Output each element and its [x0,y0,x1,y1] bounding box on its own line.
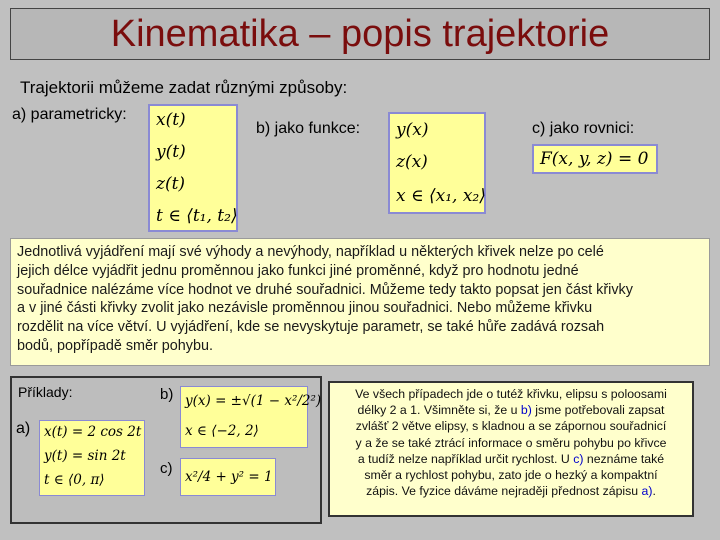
formula-line: x(t) = 2 cos 2t [44,424,142,440]
note-text: jsme potřebovali zapsat [531,403,665,418]
note-line: Ve všech případech jde o tutéž křivku, elipsu s poloosami [355,387,667,401]
paragraph-line: Jednotlivá vyjádření mají své výhody a nevýhody, například u některých křivek nelze po celé [17,244,604,260]
formula-line: y(x) [396,120,429,140]
example-c-formula-box [180,458,276,496]
paragraph-line: bodů, popřípadě směr pohybu. [17,337,214,354]
note-ref-b: b) [520,403,532,418]
method-c-label: c) jako rovnici: [532,120,635,137]
note-line [338,483,684,499]
note-line [338,451,684,467]
paragraph-line: souřadnice nalézáme více hodnot ve druhé souřadnici. Můžeme tedy takto popsat jen část křivky [17,281,633,298]
parametric-formula-box [148,104,238,232]
explanation-paragraph [10,238,710,366]
formula-line: x²/4 + y² = 1 [185,469,273,485]
examples-panel [10,376,322,524]
note-text: . [652,484,656,499]
example-a-label: a) [16,420,31,437]
title-banner [10,8,710,60]
paragraph-line: rozdělit na více větví. U vyjádření, kde se nevyskytuje parametr, se také hůře zadává rozsah [17,319,605,336]
note-text: zápis. Ve fyzice dáváme nejraději přednost zápisu [366,484,642,499]
note-line: y a že se také ztrácí informace o směru pohybu po křivce [355,435,667,450]
examples-label: Příklady: [18,384,73,400]
note-text: neznáme také [583,451,665,466]
example-c-label: c) [160,460,173,477]
note-text: délky 2 a 1. Všimněte si, že u [357,403,521,418]
formula-line: t ∈ ⟨t₁, t₂⟩ [156,206,238,226]
paragraph-line: jejich délce vyjádřit jednu proměnnou jako funkci jiné proměnné, když pro hodnotu jedné [17,262,579,279]
example-a-formula-box [39,420,145,496]
method-b-label: b) jako funkce: [256,120,361,137]
function-formula-box [388,112,486,214]
formula-line: x ∈ ⟨x₁, x₂⟩ [396,186,486,206]
example-b-formula-box [180,386,322,448]
formula-line: z(t) [156,174,186,194]
page-title: Kinematika – popis trajektorie [110,12,610,55]
formula-line: y(x) = ±√(1 − x²/2²) [185,393,322,409]
note-text: a tudíž nelze například určit rychlost. U [357,451,574,466]
equation-formula-box [532,144,658,174]
formula-line: y(t) = sin 2t [44,448,126,464]
note-line [338,402,684,418]
note-ref-c: c) [573,451,584,466]
formula-line: t ∈ ⟨0, π⟩ [44,472,105,488]
note-line: zvlášť 2 větve elipsy, s kladnou a se zápornou souřadnicí [355,419,667,434]
method-a-label: a) parametricky: [12,106,127,123]
formula-line: x ∈ ⟨−2, 2⟩ [185,423,259,439]
paragraph-line: a v jiné části křivky zvolit jako nezávisle proměnnou jinou souřadnici. Nebo můžeme křivku [17,300,593,317]
formula-line: y(t) [156,142,186,162]
formula-line: x(t) [156,110,186,130]
note-line: směr a rychlost pohybu, zato jde o hezký a kompaktní [364,468,658,483]
note-ref-a: a) [641,484,653,499]
example-b-label: b) [160,386,174,403]
intro-text: Trajektorii můžeme zadat různými způsoby: [20,78,348,97]
note-box [328,381,694,517]
formula-line: z(x) [396,152,428,172]
formula-line: F(x, y, z) = 0 [540,149,649,169]
